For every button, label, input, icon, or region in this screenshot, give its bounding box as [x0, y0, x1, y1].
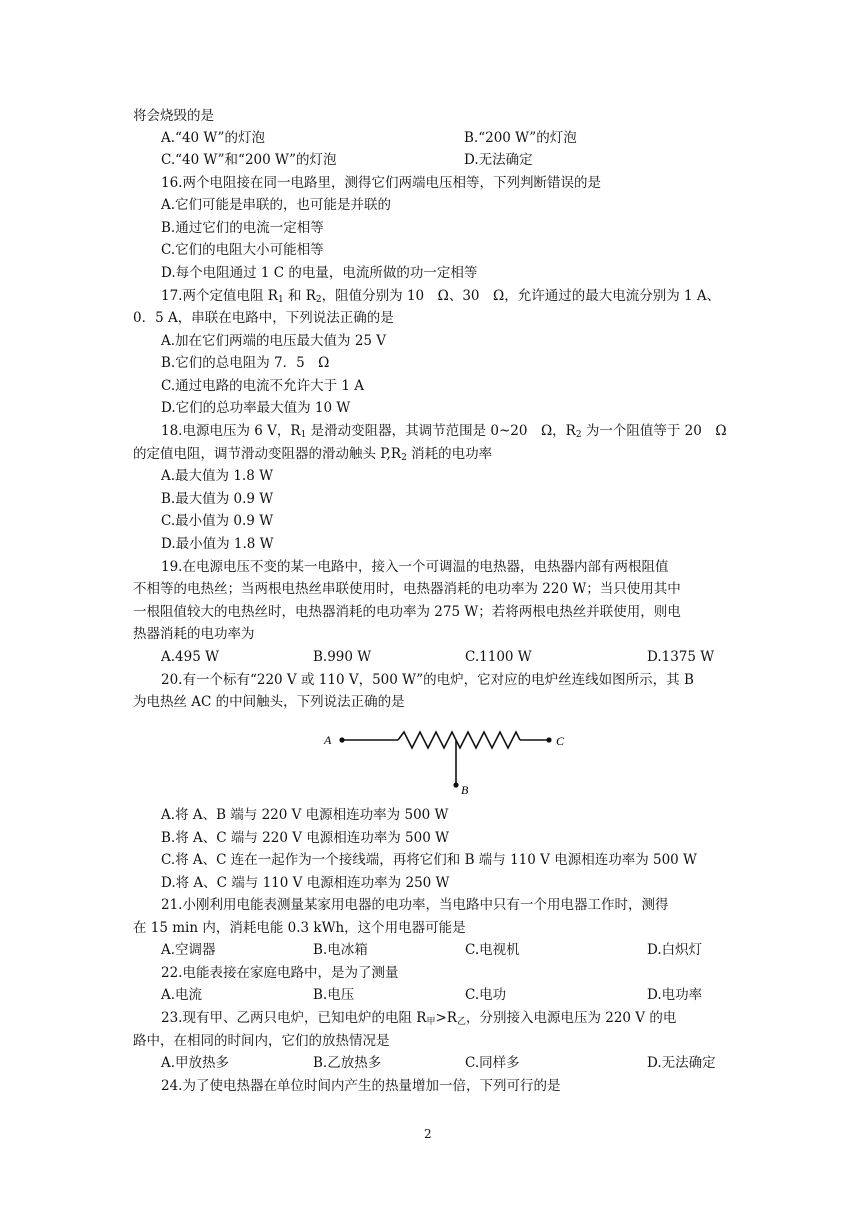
option-d: D.1375 W: [647, 649, 715, 665]
option-a: A.“40 W”的灯泡: [161, 130, 265, 146]
question-24: 24.为了使电热器在单位时间内产生的热量增加一倍，下列可行的是: [161, 1078, 561, 1094]
option-c: C.电功: [465, 987, 507, 1003]
option-d: D.电功率: [647, 987, 703, 1003]
page-number: 2: [424, 1127, 432, 1141]
option-d: D.无法确定: [647, 1055, 716, 1071]
option-c: C.同样多: [465, 1055, 520, 1071]
option-b: B.“200 W”的灯泡: [464, 130, 577, 146]
option-b: B.将 A、C 端与 220 V 电源相连功率为 500 W: [161, 830, 449, 846]
option-d: D.无法确定: [464, 152, 533, 168]
option-a: A.将 A、B 端与 220 V 电源相连功率为 500 W: [161, 807, 449, 823]
label-b: B: [461, 783, 469, 797]
terminal-b: [453, 782, 458, 787]
option-b: B.990 W: [313, 649, 372, 665]
resistor-zigzag: [398, 732, 520, 748]
option-a: A.加在它们两端的电压最大值为 25 V: [161, 333, 387, 349]
option-a: A.495 W: [161, 649, 219, 665]
text-line: 为电热丝 AC 的中间触头，下列说法正确的是: [133, 694, 405, 710]
option-b: B.电压: [313, 987, 355, 1003]
question-16: 16.两个电阻接在同一电路里，测得它们两端电压相等，下列判断错误的是: [161, 175, 601, 191]
question-23: 23.现有甲、乙两只电炉，已知电炉的电阻 $R_甲>R_乙$，分别接入电源电压为 220 V 的电: [161, 1010, 677, 1027]
text-line: 热器消耗的电功率为: [133, 626, 255, 642]
text-line: 将会烧毁的是: [133, 108, 214, 124]
option-d: D.白炽灯: [647, 942, 703, 958]
option-a: A.它们可能是串联的，也可能是并联的: [161, 197, 392, 213]
text-line: 路中，在相同的时间内，它们的放热情况是: [133, 1033, 390, 1049]
option-c: C.“40 W”和“200 W”的灯泡: [161, 152, 337, 168]
option-b: B.通过它们的电流一定相等: [161, 220, 324, 236]
text-line: 的定值电阻，调节滑动变阻器的滑动触头 $P,R_2$ 消耗的电功率: [133, 446, 493, 463]
option-b: B.乙放热多: [313, 1055, 382, 1071]
option-b: B.它们的总电阻为 7．5 Ω: [161, 355, 330, 371]
option-a: A.最大值为 1.8 W: [161, 468, 273, 484]
heating-wire-figure: [320, 722, 580, 797]
option-d: D.将 A、C 端与 110 V 电源相连功率为 250 W: [161, 875, 450, 891]
question-18: 18.电源电压为 6 V，$R_1$ 是滑动变阻器，其调节范围是 0~20 Ω，$R_2$ 为一个阻值等于 20 Ω: [161, 423, 727, 440]
option-c: C.最小值为 0.9 W: [161, 513, 274, 529]
option-c: C.通过电路的电流不允许大于 1 A: [161, 378, 365, 394]
question-21: 21.小刚利用电能表测量某家用电器的电功率，当电路中只有一个用电器工作时，测得: [161, 897, 669, 913]
question-22: 22.电能表接在家庭电路中，是为了测量: [161, 965, 399, 981]
text-line: 0．5 A，串联在电路中，下列说法正确的是: [133, 310, 394, 326]
text-line: 一根阻值较大的电热丝时，电热器消耗的电功率为 275 W；若将两根电热丝并联使用，则电: [133, 604, 681, 620]
option-b: B.电冰箱: [313, 942, 368, 958]
terminal-c: [546, 737, 551, 742]
question-20: 20.有一个标有“220 V 或 110 V，500 W”的电炉，它对应的电炉丝连线如图所示，其 B: [161, 672, 694, 688]
option-d: D.每个电阻通过 1 C 的电量，电流所做的功一定相等: [161, 265, 478, 281]
option-c: C.将 A、C 连在一起作为一个接线端，再将它们和 B 端与 110 V 电源相连功率为 500 W: [161, 852, 697, 868]
option-d: D.最小值为 1.8 W: [161, 536, 274, 552]
option-a: A.电流: [161, 987, 203, 1003]
text-line: 在 15 min 内，消耗电能 0.3 kWh，这个用电器可能是: [133, 920, 466, 936]
option-d: D.它们的总功率最大值为 10 W: [161, 400, 351, 416]
option-c: C.1100 W: [465, 649, 532, 665]
question-19: 19.在电源电压不变的某一电路中，接入一个可调温的电热器，电热器内部有两根阻值: [161, 559, 669, 575]
option-c: C.电视机: [465, 942, 520, 958]
option-a: A.空调器: [161, 942, 216, 958]
option-b: B.最大值为 0.9 W: [161, 491, 274, 507]
label-a: A: [324, 733, 332, 747]
question-17: 17.两个定值电阻 $R_1$ 和 $R_2$，阻值分别为 10 Ω、30 Ω，允许通过的最大电流分别为 1 A、: [161, 288, 721, 305]
option-c: C.它们的电阻大小可能相等: [161, 242, 324, 258]
option-a: A.甲放热多: [161, 1055, 230, 1071]
text-line: 不相等的电热丝；当两根电热丝串联使用时，电热器消耗的电功率为 220 W；当只使用其中: [133, 581, 681, 597]
label-c: C: [556, 734, 565, 748]
